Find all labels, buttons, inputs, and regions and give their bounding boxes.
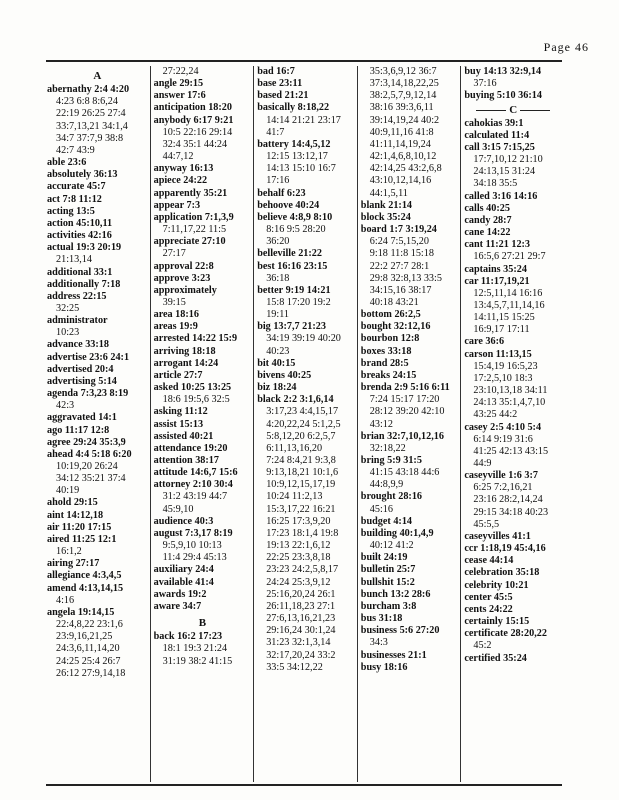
index-entry: ago 11:17 12:8 bbox=[47, 424, 110, 436]
index-entry-continuation: 32:4 35:1 44:24 bbox=[162, 138, 228, 150]
index-entry-continuation: 10:24 11:2,13 bbox=[266, 491, 323, 503]
index-entry-continuation: 6:14 9:19 31:6 bbox=[473, 433, 533, 445]
index-entry: act 7:8 11:12 bbox=[47, 193, 102, 205]
index-entry-continuation: 18:1 19:3 21:24 bbox=[162, 643, 228, 655]
index-entry: cane 14:22 bbox=[464, 227, 511, 239]
index-entry-continuation: 38:16 39:3,6,11 bbox=[369, 102, 434, 114]
index-entry: busy 18:16 bbox=[360, 661, 408, 673]
index-entry: bit 40:15 bbox=[257, 357, 296, 369]
index-entry: celebration 35:18 bbox=[464, 567, 540, 579]
index-entry: cents 24:22 bbox=[464, 603, 513, 615]
index-entry: anticipation 18:20 bbox=[153, 102, 232, 114]
index-entry-continuation: 44:8,9,9 bbox=[369, 479, 404, 491]
index-entry-continuation: 18:6 19:5,6 32:5 bbox=[162, 394, 230, 406]
index-entry: ccr 1:18,19 45:4,16 bbox=[464, 543, 546, 555]
index-entry-continuation: 26:12 27:9,14,18 bbox=[56, 667, 126, 679]
index-entry-continuation: 23:10,13,18 34:11 bbox=[473, 385, 548, 397]
index-entry-continuation: 43:25 44:2 bbox=[473, 409, 518, 421]
index-entry-continuation: 9:13,18,21 10:1,6 bbox=[266, 467, 339, 479]
index-entry: awards 19:2 bbox=[153, 588, 207, 600]
index-entry-continuation: 44:9 bbox=[473, 458, 492, 469]
index-entry: basically 8:18,22 bbox=[257, 102, 330, 114]
index-entry: cahokias 39:1 bbox=[464, 117, 524, 129]
index-entry-continuation: 40:19 bbox=[56, 485, 80, 497]
index-entry: attendance 19:20 bbox=[153, 442, 228, 454]
index-column-3 bbox=[253, 66, 357, 782]
index-entry: advertised 20:4 bbox=[47, 363, 114, 375]
index-entry-continuation: 45:9,10 bbox=[162, 503, 194, 515]
index-entry-continuation: 44:7,12 bbox=[162, 151, 194, 163]
index-column-5 bbox=[460, 66, 564, 782]
index-entry: boxes 33:18 bbox=[360, 345, 412, 357]
index-entry: attention 38:17 bbox=[153, 455, 219, 466]
index-entry: based 21:21 bbox=[257, 90, 309, 102]
index-entry: candy 28:7 bbox=[464, 214, 512, 226]
index-entry: base 23:11 bbox=[257, 78, 303, 90]
index-entry: action 45:10,11 bbox=[47, 217, 113, 229]
index-entry-continuation: 7:24 15:17 17:20 bbox=[369, 394, 440, 406]
index-entry-continuation: 31:23 32:1,3,14 bbox=[266, 637, 331, 649]
index-entry-continuation: 17:16 bbox=[266, 175, 290, 187]
index-entry: bullshit 15:2 bbox=[360, 576, 415, 588]
index-entry-continuation: 36:18 bbox=[266, 272, 290, 284]
index-entry: bivens 40:25 bbox=[257, 369, 312, 381]
index-entry-continuation: 42:1,4,6,8,10,12 bbox=[369, 151, 437, 163]
index-entry: angela 19:14,15 bbox=[47, 606, 115, 618]
index-entry-continuation: 15:8 17:20 19:2 bbox=[266, 296, 331, 308]
index-entry: calculated 11:4 bbox=[464, 129, 530, 141]
index-entry: certified 35:24 bbox=[464, 652, 527, 664]
index-entry-continuation: 24:13,15 31:24 bbox=[473, 166, 536, 178]
index-entry-continuation: 44:1,5,11 bbox=[369, 187, 408, 199]
index-entry-continuation: 34:15,16 38:17 bbox=[369, 284, 432, 296]
index-entry-continuation: 14:13 15:10 16:7 bbox=[266, 163, 336, 175]
index-entry-continuation: 8:16 9:5 28:20 bbox=[266, 224, 326, 236]
index-entry-continuation: 22:19 26:25 27:4 bbox=[56, 108, 126, 120]
index-entry-continuation: 38:2,5,7,9,12,14 bbox=[369, 90, 437, 102]
index-entry: apiece 24:22 bbox=[153, 175, 208, 187]
index-entry: bunch 13:2 28:6 bbox=[360, 588, 431, 600]
index-entry-continuation: 43:12 bbox=[369, 418, 393, 430]
index-entry: aired 11:25 12:1 bbox=[47, 533, 117, 545]
index-entry: businesses 21:1 bbox=[360, 649, 427, 661]
index-entry-continuation: 16:9,17 17:11 bbox=[473, 324, 530, 336]
index-entry: additionally 7:18 bbox=[47, 278, 121, 290]
index-entry: administrator bbox=[47, 315, 108, 327]
index-entry-continuation: 23:16 28:2,14,24 bbox=[473, 494, 543, 506]
index-entry-continuation: 9:5,9,10 10:13 bbox=[162, 540, 222, 552]
index-entry-continuation: 6:25 7:2,16,21 bbox=[473, 482, 533, 494]
index-entry: approve 3:23 bbox=[153, 272, 211, 284]
index-entry: address 22:15 bbox=[47, 290, 107, 302]
index-entry: buy 14:13 32:9,14 bbox=[464, 66, 542, 77]
index-entry-continuation: 22:25 23:3,8,18 bbox=[266, 552, 331, 564]
index-entry-continuation: 33:5 34:12,22 bbox=[266, 661, 323, 673]
index-entry: back 16:2 17:23 bbox=[153, 631, 223, 643]
index-entry: bottom 26:2,5 bbox=[360, 309, 421, 321]
page-number: Page 46 bbox=[543, 40, 589, 54]
index-column-1 bbox=[46, 66, 150, 782]
index-entry: caseyvilles 41:1 bbox=[464, 530, 531, 542]
index-entry: brenda 2:9 5:16 6:11 bbox=[360, 382, 450, 394]
index-entry: car 11:17,19,21 bbox=[464, 275, 530, 287]
index-entry: aggravated 14:1 bbox=[47, 412, 117, 424]
index-entry: call 3:15 7:15,25 bbox=[464, 141, 535, 153]
index-entry-continuation: 27:17 bbox=[162, 248, 186, 260]
index-entry-continuation: 6:24 7:5,15,20 bbox=[369, 236, 429, 248]
index-entry-continuation: 34:7 37:7,9 38:8 bbox=[56, 132, 124, 144]
index-entry: amend 4:13,14,15 bbox=[47, 582, 124, 594]
index-entry-continuation: 39:14,19,24 40:2 bbox=[369, 114, 440, 126]
index-entry: application 7:1,3,9 bbox=[153, 211, 234, 223]
index-entry-continuation: 7:24 8:4,21 9:3,8 bbox=[266, 455, 336, 466]
index-entry-continuation: 24:3,6,11,14,20 bbox=[56, 643, 120, 655]
index-entry-continuation: 24:24 25:3,9,12 bbox=[266, 576, 331, 588]
index-entry: abernathy 2:4 4:20 bbox=[47, 84, 130, 96]
index-entry: believe 4:8,9 8:10 bbox=[257, 211, 333, 223]
index-entry-continuation: 24:13 35:1,4,7,10 bbox=[473, 397, 546, 409]
index-entry-continuation: 29:8 32:8,13 33:5 bbox=[369, 272, 442, 284]
index-entry: buying 5:10 36:14 bbox=[464, 90, 542, 102]
index-entry-continuation: 32:25 bbox=[56, 302, 80, 314]
index-entry: anybody 6:17 9:21 bbox=[153, 114, 234, 126]
index-entry: appear 7:3 bbox=[153, 199, 201, 211]
index-entry-continuation: 23:9,16,21,25 bbox=[56, 631, 113, 643]
index-entry-continuation: 9:18 11:8 15:18 bbox=[369, 248, 434, 260]
index-entry: assisted 40:21 bbox=[153, 430, 214, 442]
index-entry: big 13:7,7 21:23 bbox=[257, 321, 326, 333]
index-entry: approximately bbox=[153, 284, 217, 296]
index-entry: battery 14:4,5,12 bbox=[257, 138, 331, 150]
index-column-2 bbox=[150, 66, 254, 782]
index-entry: bourbon 12:8 bbox=[360, 333, 420, 345]
index-entry: attitude 14:6,7 15:6 bbox=[153, 467, 238, 479]
index-entry-continuation: 40:18 43:21 bbox=[369, 296, 419, 308]
index-entry: areas 19:9 bbox=[153, 321, 198, 333]
index-entry-continuation: 4:20,22,24 5:1,2,5 bbox=[266, 418, 341, 430]
index-entry-continuation: 19:13 22:1,6,12 bbox=[266, 540, 331, 552]
index-entry-continuation: 32:17,20,24 33:2 bbox=[266, 649, 336, 661]
index-entry: air 11:20 17:15 bbox=[47, 521, 112, 533]
index-entry-continuation: 43:10,12,14,16 bbox=[369, 175, 432, 187]
index-entry: built 24:19 bbox=[360, 552, 408, 564]
index-entry: belleville 21:22 bbox=[257, 248, 322, 260]
index-entry: block 35:24 bbox=[360, 211, 411, 223]
index-entry: called 3:16 14:16 bbox=[464, 190, 538, 202]
section-letter: B bbox=[198, 617, 207, 630]
index-entry: accurate 45:7 bbox=[47, 181, 106, 193]
index-entry: auxiliary 24:4 bbox=[153, 564, 214, 576]
index-entry-continuation: 39:15 bbox=[162, 296, 186, 308]
top-rule bbox=[46, 60, 562, 62]
index-entry-continuation: 10:9,12,15,17,19 bbox=[266, 479, 336, 491]
index-entry-continuation: 21:13,14 bbox=[56, 254, 92, 266]
index-entry-continuation: 11:4 29:4 45:13 bbox=[162, 552, 227, 564]
index-entry-continuation: 3:17,23 4:4,15,17 bbox=[266, 406, 339, 418]
index-entry-continuation: 37:16 bbox=[473, 78, 497, 90]
index-entry-continuation: 10:5 22:16 29:14 bbox=[162, 126, 233, 138]
index-entry: allegiance 4:3,4,5 bbox=[47, 570, 122, 582]
index-entry: calls 40:25 bbox=[464, 202, 510, 214]
index-entry-continuation: 34:12 35:21 37:4 bbox=[56, 473, 126, 485]
index-entry: additional 33:1 bbox=[47, 266, 113, 278]
index-entry-continuation: 41:7 bbox=[266, 126, 285, 138]
index-entry-continuation: 28:12 39:20 42:10 bbox=[369, 406, 445, 418]
index-entry: certificate 28:20,22 bbox=[464, 628, 547, 640]
index-entry: area 18:16 bbox=[153, 309, 199, 321]
index-entry: bulletin 25:7 bbox=[360, 564, 416, 576]
index-entry: captains 35:24 bbox=[464, 263, 527, 275]
index-entry-continuation: 41:11,14,19,24 bbox=[369, 138, 431, 150]
index-entry-continuation: 7:11,17,22 11:5 bbox=[162, 224, 227, 236]
index-entry-continuation: 42:3 bbox=[56, 400, 75, 412]
index-entry-continuation: 40:12 41:2 bbox=[369, 540, 414, 552]
index-entry-continuation: 45:16 bbox=[369, 503, 393, 515]
index-entry: care 36:6 bbox=[464, 336, 505, 348]
index-entry-continuation: 17:7,10,12 21:10 bbox=[473, 154, 543, 166]
index-entry: cease 44:14 bbox=[464, 555, 514, 567]
index-entry-continuation: 34:19 39:19 40:20 bbox=[266, 333, 341, 345]
index-entry: agenda 7:3,23 8:19 bbox=[47, 388, 129, 400]
index-entry-continuation: 15:3,17,22 16:21 bbox=[266, 503, 336, 515]
index-entry: bad 16:7 bbox=[257, 66, 295, 77]
index-entry: breaks 24:15 bbox=[360, 369, 417, 381]
index-entry: absolutely 36:13 bbox=[47, 169, 118, 181]
index-entry-continuation: 32:18,22 bbox=[369, 442, 406, 454]
index-entry-continuation: 10:19,20 26:24 bbox=[56, 461, 118, 472]
index-entry: airing 27:17 bbox=[47, 558, 100, 570]
index-entry-continuation: 17:23 18:1,4 19:8 bbox=[266, 527, 339, 539]
index-entry: aint 14:12,18 bbox=[47, 509, 104, 521]
index-entry: anyway 16:13 bbox=[153, 163, 214, 175]
index-entry: burcham 3:8 bbox=[360, 600, 417, 612]
index-entry: available 41:4 bbox=[153, 576, 214, 588]
index-entry: brian 32:7,10,12,16 bbox=[360, 430, 444, 442]
index-entry-continuation: 41:15 43:18 44:6 bbox=[369, 467, 440, 479]
index-entry: bus 31:18 bbox=[360, 613, 403, 625]
index-entry-continuation: 16:5,6 27:21 29:7 bbox=[473, 251, 546, 263]
index-entry-continuation: 41:25 42:13 43:15 bbox=[473, 445, 549, 457]
index-entry: agree 29:24 35:3,9 bbox=[47, 436, 126, 448]
index-entry: assist 15:13 bbox=[153, 418, 204, 430]
index-entry: audience 40:3 bbox=[153, 515, 214, 527]
index-entry-continuation: 29:16,24 30:1,24 bbox=[266, 625, 336, 637]
index-column-4 bbox=[357, 66, 461, 782]
index-entry-continuation: 4:23 6:8 8:6,24 bbox=[56, 96, 118, 108]
index-entry: apparently 35:21 bbox=[153, 187, 228, 199]
index-entry-continuation: 16:1,2 bbox=[56, 546, 82, 558]
index-entry: arrogant 14:24 bbox=[153, 357, 219, 369]
index-entry: advertising 5:14 bbox=[47, 375, 117, 387]
index-entry-continuation: 15:4,19 16:5,23 bbox=[473, 360, 538, 372]
index-entry-continuation: 37:3,14,18,22,25 bbox=[369, 78, 439, 90]
index-entry: aware 34:7 bbox=[153, 600, 202, 612]
index-entry-continuation: 17:2,5,10 18:3 bbox=[473, 372, 533, 384]
index-entry-continuation: 36:20 bbox=[266, 236, 290, 248]
index-entry-continuation: 6:11,13,16,20 bbox=[266, 442, 323, 454]
index-entry: appreciate 27:10 bbox=[153, 236, 226, 248]
index-entry-continuation: 14:11,15 15:25 bbox=[473, 312, 535, 324]
index-entry-continuation: 24:25 25:4 26:7 bbox=[56, 655, 121, 667]
index-entry-continuation: 34:18 35:5 bbox=[473, 178, 518, 190]
index-entry: brought 28:16 bbox=[360, 491, 423, 503]
index-entry: biz 18:24 bbox=[257, 382, 297, 394]
index-entry-continuation: 26:11,18,23 27:1 bbox=[266, 600, 336, 612]
bottom-rule bbox=[46, 784, 562, 786]
index-entry: behalf 6:23 bbox=[257, 187, 306, 199]
index-entry-continuation: 22:2 27:7 28:1 bbox=[369, 260, 430, 272]
index-entry: advertise 23:6 24:1 bbox=[47, 351, 130, 363]
index-entry: activities 42:16 bbox=[47, 230, 112, 242]
index-entry: blank 21:14 bbox=[360, 199, 413, 211]
index-entry: approval 22:8 bbox=[153, 260, 214, 272]
index-columns bbox=[46, 66, 564, 782]
index-entry-continuation: 23:23 24:2,5,8,17 bbox=[266, 564, 339, 576]
index-entry-continuation: 31:2 43:19 44:7 bbox=[162, 491, 228, 503]
index-entry: actual 19:3 20:19 bbox=[47, 242, 122, 254]
index-entry: building 40:1,4,9 bbox=[360, 527, 434, 539]
index-entry: business 5:6 27:20 bbox=[360, 625, 440, 637]
index-entry: celebrity 10:21 bbox=[464, 579, 529, 591]
index-entry: asked 10:25 13:25 bbox=[153, 382, 232, 394]
index-entry-continuation: 40:23 bbox=[266, 345, 290, 357]
index-entry-continuation: 42:14,25 43:2,6,8 bbox=[369, 163, 442, 175]
index-entry-continuation: 27:6,13,16,21,23 bbox=[266, 613, 336, 625]
index-entry: caseyville 1:6 3:7 bbox=[464, 470, 538, 482]
index-entry: brand 28:5 bbox=[360, 357, 409, 369]
index-entry: advance 33:18 bbox=[47, 339, 109, 351]
index-entry-continuation: 13:4,5,7,11,14,16 bbox=[473, 299, 545, 311]
index-entry: carson 11:13,15 bbox=[464, 348, 532, 360]
index-entry-continuation: 40:9,11,16 41:8 bbox=[369, 126, 434, 138]
index-entry-continuation: 4:16 bbox=[56, 594, 75, 606]
section-letter-text: C bbox=[509, 104, 518, 117]
index-entry: arriving 18:18 bbox=[153, 345, 216, 357]
index-entry: certainly 15:15 bbox=[464, 616, 530, 628]
index-entry: attorney 2:10 30:4 bbox=[153, 479, 233, 491]
index-entry: better 9:19 14:21 bbox=[257, 284, 331, 296]
index-entry-continuation: 35:3,6,9,12 36:7 bbox=[369, 66, 437, 77]
index-entry: bought 32:12,16 bbox=[360, 321, 431, 333]
index-entry: cant 11:21 12:3 bbox=[464, 239, 531, 251]
index-entry-continuation: 10:23 bbox=[56, 327, 80, 339]
index-entry-continuation: 12:5,11,14 16:16 bbox=[473, 287, 543, 299]
index-entry: acting 13:5 bbox=[47, 205, 95, 217]
index-entry: best 16:16 23:15 bbox=[257, 260, 328, 272]
index-entry-continuation: 25:16,20,24 26:1 bbox=[266, 588, 336, 600]
index-entry-continuation: 16:25 17:3,9,20 bbox=[266, 515, 331, 527]
index-entry: budget 4:14 bbox=[360, 515, 413, 527]
section-letter bbox=[464, 104, 562, 116]
index-entry-continuation: 29:15 34:18 40:23 bbox=[473, 506, 549, 518]
index-entry-continuation: 45:2 bbox=[473, 640, 492, 652]
index-entry-continuation: 27:22,24 bbox=[162, 66, 199, 77]
index-entry: article 27:7 bbox=[153, 369, 203, 381]
index-entry: ahold 29:15 bbox=[47, 497, 98, 509]
index-entry-continuation: 34:3 bbox=[369, 637, 388, 649]
index-entry: able 23:6 bbox=[47, 157, 87, 169]
index-entry-continuation: 19:11 bbox=[266, 309, 290, 321]
index-entry: behoove 40:24 bbox=[257, 199, 320, 211]
index-entry: ahead 4:4 5:18 6:20 bbox=[47, 448, 132, 460]
index-entry: angle 29:15 bbox=[153, 78, 204, 90]
index-entry: arrested 14:22 15:9 bbox=[153, 333, 238, 345]
index-entry: black 2:2 3:1,6,14 bbox=[257, 394, 334, 406]
index-entry-continuation: 33:7,13,21 34:1,4 bbox=[56, 120, 128, 132]
index-entry: center 45:5 bbox=[464, 591, 513, 603]
index-entry: casey 2:5 4:10 5:4 bbox=[464, 421, 542, 433]
index-entry-continuation: 5:8,12,20 6:2,5,7 bbox=[266, 430, 336, 442]
index-entry: august 7:3,17 8:19 bbox=[153, 527, 233, 539]
index-entry-continuation: 14:14 21:21 23:17 bbox=[266, 114, 341, 126]
index-entry-continuation: 31:19 38:2 41:15 bbox=[162, 655, 233, 667]
index-entry-continuation: 42:7 43:9 bbox=[56, 144, 95, 156]
index-entry: bring 5:9 31:5 bbox=[360, 455, 422, 466]
index-entry-continuation: 45:5,5 bbox=[473, 518, 500, 530]
index-entry-continuation: 12:15 13:12,17 bbox=[266, 151, 328, 163]
index-entry: board 1:7 3:19,24 bbox=[360, 224, 437, 236]
index-entry: answer 17:6 bbox=[153, 90, 206, 102]
index-entry-continuation: 22:4,8,22 23:1,6 bbox=[56, 619, 123, 631]
index-entry: asking 11:12 bbox=[153, 406, 208, 418]
section-letter: A bbox=[93, 70, 102, 82]
